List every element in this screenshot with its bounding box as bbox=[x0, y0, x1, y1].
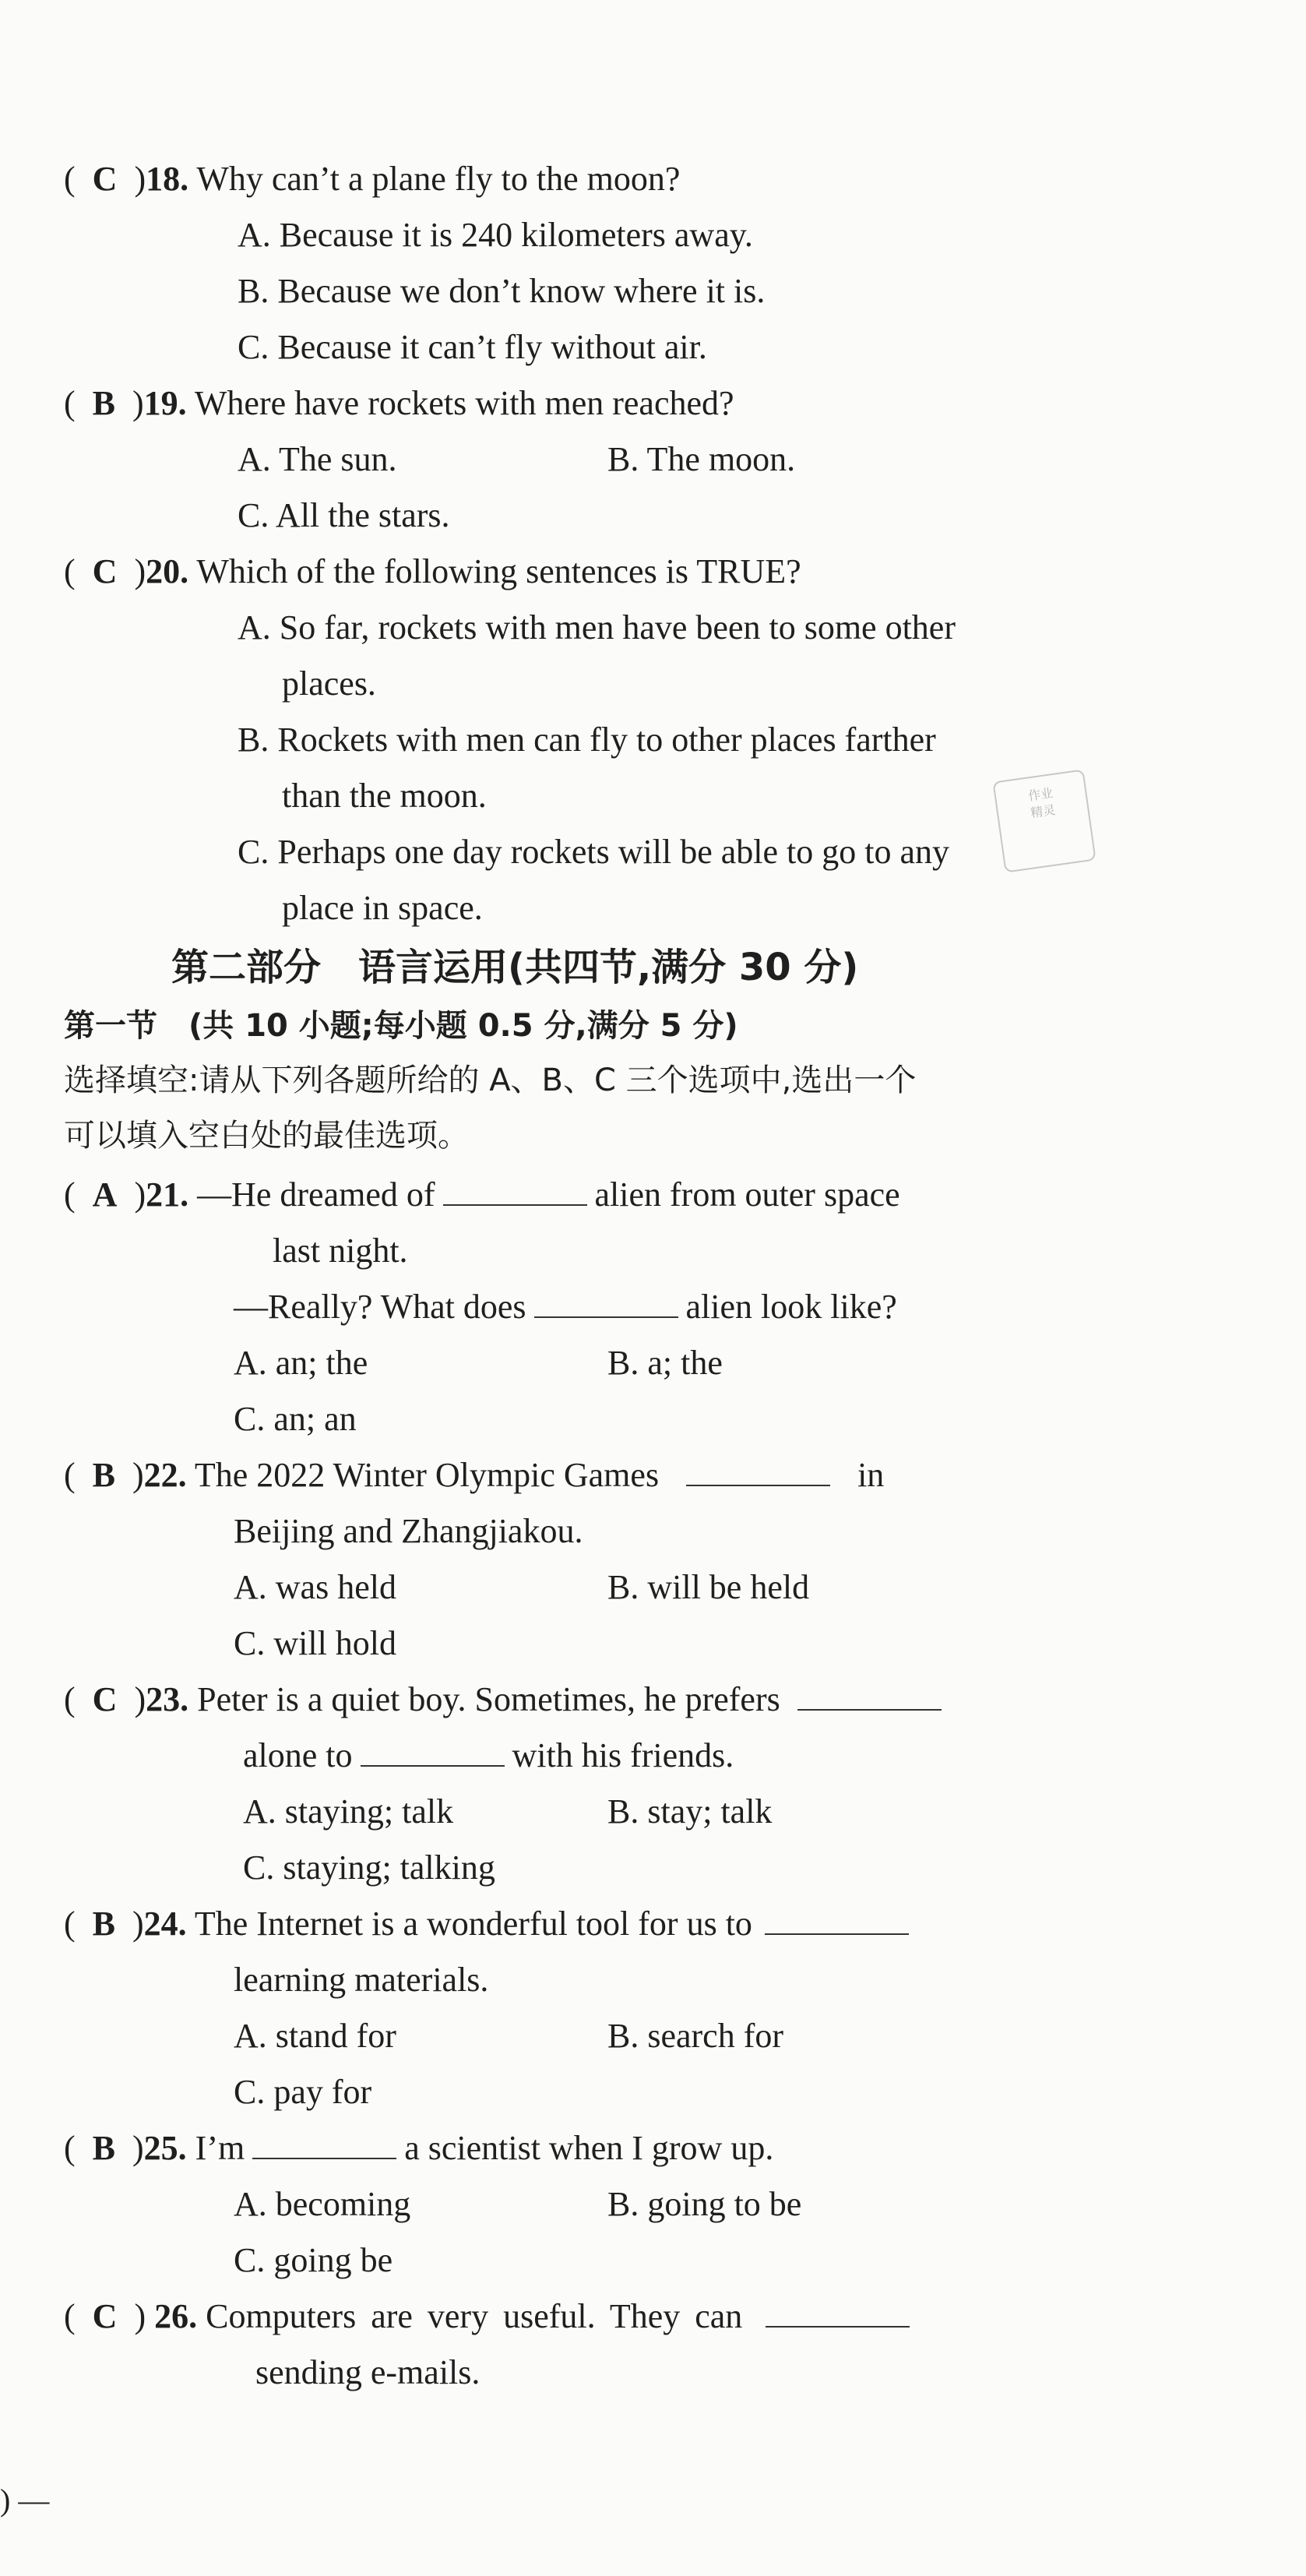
option-24-c: C. pay for bbox=[234, 2073, 372, 2111]
question-text: Where have rockets with men reached? bbox=[194, 384, 734, 422]
option-19-b: B. The moon. bbox=[607, 440, 796, 478]
question-text: —Really? What does bbox=[234, 1288, 526, 1326]
option-20-c-cont: place in space. bbox=[282, 889, 483, 927]
question-text: Which of the following sentences is TRUE? bbox=[196, 552, 801, 590]
question-number: 23. bbox=[146, 1680, 189, 1718]
stamp-text-2: 精灵 bbox=[1030, 802, 1057, 821]
answer-blank bbox=[361, 1734, 505, 1767]
answer-23: C bbox=[92, 1680, 118, 1718]
question-22-stem: ( B )22. The 2022 Winter Olympic Games in bbox=[64, 1452, 884, 1499]
question-21-stem: ( A )21. —He dreamed of alien from outer space bbox=[64, 1172, 900, 1218]
question-19-stem: ( B )19. Where have rockets with men reached? bbox=[64, 384, 734, 422]
option-18-b: B. Because we don’t know where it is. bbox=[238, 272, 766, 310]
question-number: 22. bbox=[143, 1456, 187, 1494]
question-number: 18. bbox=[146, 160, 189, 198]
question-text: Computers are very useful. They can bbox=[206, 2297, 743, 2335]
answer-blank bbox=[797, 1678, 942, 1711]
question-number: 26. bbox=[154, 2297, 198, 2335]
option-20-c: C. Perhaps one day rockets will be able to go to any bbox=[238, 833, 950, 871]
question-number: 20. bbox=[146, 552, 189, 590]
answer-blank bbox=[252, 2127, 396, 2159]
question-text: —He dreamed of bbox=[197, 1175, 435, 1214]
question-number: 25. bbox=[143, 2129, 187, 2167]
answer-blank bbox=[443, 1173, 587, 1206]
question-text: The Internet is a wonderful tool for us to bbox=[194, 1905, 752, 1943]
answer-blank bbox=[766, 2295, 910, 2328]
question-text: alien look like? bbox=[685, 1288, 897, 1326]
option-24-a: A. stand for bbox=[234, 2017, 396, 2055]
part-2-title: 第二部分 语言运用(共四节,满分 30 分) bbox=[171, 946, 859, 989]
question-number: 19. bbox=[143, 384, 187, 422]
option-25-c: C. going be bbox=[234, 2241, 393, 2279]
answer-20: C bbox=[92, 552, 118, 590]
option-20-b: B. Rockets with men can fly to other places farther bbox=[238, 721, 936, 759]
option-18-c: C. Because it can’t fly without air. bbox=[238, 328, 707, 366]
page-footer-mark: ) — bbox=[0, 2483, 50, 2518]
question-23-cont bbox=[243, 1732, 734, 1779]
question-26-stem: ( C ) 26. Computers are very useful. They can bbox=[64, 2293, 917, 2340]
instruction-line-2: 可以填入空白处的最佳选项。 bbox=[64, 1118, 469, 1154]
question-text: with his friends. bbox=[512, 1736, 734, 1774]
option-20-b-cont: than the moon. bbox=[282, 777, 487, 815]
question-21-line3 bbox=[234, 1284, 897, 1330]
question-26-cont: sending e-mails. bbox=[255, 2353, 481, 2391]
answer-18: C bbox=[92, 160, 118, 198]
option-20-a-cont: places. bbox=[282, 664, 376, 703]
instruction-line-1: 选择填空:请从下列各题所给的 A、B、C 三个选项中,选出一个 bbox=[64, 1062, 917, 1098]
section-1-title: 第一节 (共 10 小题;每小题 0.5 分,满分 5 分) bbox=[64, 1008, 738, 1044]
option-21-b: B. a; the bbox=[607, 1344, 723, 1382]
option-21-a: A. an; the bbox=[234, 1344, 368, 1382]
question-text: alien from outer space bbox=[594, 1175, 900, 1214]
question-24-cont: learning materials. bbox=[234, 1961, 489, 1999]
answer-26: C bbox=[92, 2297, 118, 2335]
answer-blank bbox=[534, 1285, 678, 1318]
option-20-a: A. So far, rockets with men have been to some other bbox=[238, 608, 956, 647]
option-22-a: A. was held bbox=[234, 1568, 396, 1606]
option-22-b: B. will be held bbox=[607, 1568, 810, 1606]
question-text: Peter is a quiet boy. Sometimes, he prefers bbox=[197, 1680, 780, 1718]
question-text: I’m bbox=[195, 2129, 245, 2167]
option-22-c: C. will hold bbox=[234, 1624, 397, 1662]
question-number: 24. bbox=[143, 1905, 187, 1943]
question-21-cont: last night. bbox=[273, 1232, 408, 1270]
question-24-stem: ( B )24. The Internet is a wonderful tool for us to bbox=[64, 1901, 917, 1947]
question-text: Why can’t a plane fly to the moon? bbox=[196, 160, 681, 198]
answer-blank bbox=[765, 1902, 909, 1935]
question-text: a scientist when I grow up. bbox=[404, 2129, 774, 2167]
answer-22: B bbox=[92, 1456, 116, 1494]
answer-19: B bbox=[92, 384, 116, 422]
answer-21: A bbox=[92, 1175, 118, 1214]
option-19-a: A. The sun. bbox=[238, 440, 397, 478]
option-23-b: B. stay; talk bbox=[607, 1792, 773, 1831]
answer-25: B bbox=[92, 2129, 116, 2167]
answer-blank bbox=[686, 1454, 830, 1486]
question-18-stem: ( C )18. Why can’t a plane fly to the moon? bbox=[64, 160, 681, 198]
option-23-c: C. staying; talking bbox=[243, 1848, 495, 1887]
option-23-a: A. staying; talk bbox=[243, 1792, 454, 1831]
stamp-text-1: 作业 bbox=[1027, 785, 1054, 804]
option-25-a: A. becoming bbox=[234, 2185, 411, 2223]
option-24-b: B. search for bbox=[607, 2017, 784, 2055]
question-number: 21. bbox=[146, 1175, 189, 1214]
question-text: The 2022 Winter Olympic Games bbox=[194, 1456, 660, 1494]
question-23-stem: ( C )23. Peter is a quiet boy. Sometimes, he prefers bbox=[64, 1676, 949, 1723]
question-25-stem: ( B )25. I’m a scientist when I grow up. bbox=[64, 2125, 773, 2172]
watermark-stamp bbox=[992, 769, 1096, 872]
option-18-a: A. Because it is 240 kilometers away. bbox=[238, 216, 753, 254]
question-text: in bbox=[857, 1456, 885, 1494]
question-22-cont: Beijing and Zhangjiakou. bbox=[234, 1512, 583, 1550]
option-25-b: B. going to be bbox=[607, 2185, 802, 2223]
answer-24: B bbox=[92, 1905, 116, 1943]
option-19-c: C. All the stars. bbox=[238, 496, 450, 534]
question-20-stem: ( C )20. Which of the following sentences is TRUE? bbox=[64, 552, 801, 590]
question-text: alone to bbox=[243, 1736, 353, 1774]
option-21-c: C. an; an bbox=[234, 1400, 357, 1438]
